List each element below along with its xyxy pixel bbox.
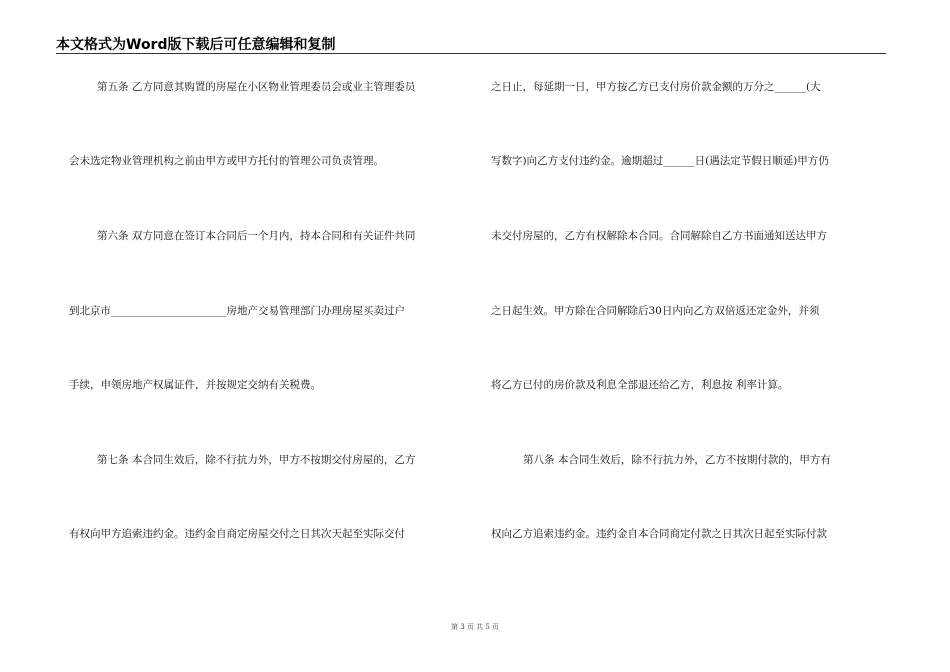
article-7-line-7: 将乙方已付的房价款及利息全部退还给乙方，利息按 利率计算。 <box>491 379 789 391</box>
article-6-line-1: 第六条 双方同意在签订本合同后一个月内，持本合同和有关证件共同 <box>97 230 416 242</box>
page-number: 第 3 页 共 5 页 <box>450 623 500 631</box>
document-header-title: 本文格式为Word版下载后可任意编辑和复制 <box>56 37 336 53</box>
article-6-line-3: 手续，申领房地产权属证件，并按规定交纳有关税费。 <box>69 379 321 391</box>
article-7-line-5: 未交付房屋的，乙方有权解除本合同。合同解除自乙方书面通知送达甲方 <box>491 230 827 242</box>
article-8-line-2: 权向乙方追索违约金。违约金自本合同商定付款之日其次日起至实际付款 <box>491 528 827 540</box>
article-7-line-2: 有权向甲方追索违约金。违约金自商定房屋交付之日其次天起至实际交付 <box>69 528 405 540</box>
right-column <box>491 0 885 672</box>
left-column <box>69 0 463 672</box>
article-7-line-1: 第七条 本合同生效后，除不行抗力外，甲方不按期交付房屋的，乙方 <box>97 454 416 466</box>
article-5-line-1: 第五条 乙方同意其购置的房屋在小区物业管理委员会或业主管理委员 <box>97 81 416 93</box>
article-8-line-1: 第八条 本合同生效后，除不行抗力外，乙方不按期付款的，甲方有 <box>523 454 831 466</box>
article-6-line-2: 到北京市______________________房地产交易管理部门办理房屋买卖过户 <box>69 305 405 317</box>
article-7-line-6: 之日起生效。甲方除在合同解除后30日内向乙方双倍返还定金外，并须 <box>491 305 820 317</box>
article-7-line-4: 写数字)向乙方支付违约金。逾期超过______日(遇法定节假日顺延)甲方仍 <box>491 155 829 167</box>
article-5-line-2: 会未选定物业管理机构之前由甲方或甲方托付的管理公司负责管理。 <box>69 155 384 167</box>
article-7-line-3: 之日止，每延期一日，甲方按乙方已支付房价款金额的万分之______(大 <box>491 81 821 93</box>
